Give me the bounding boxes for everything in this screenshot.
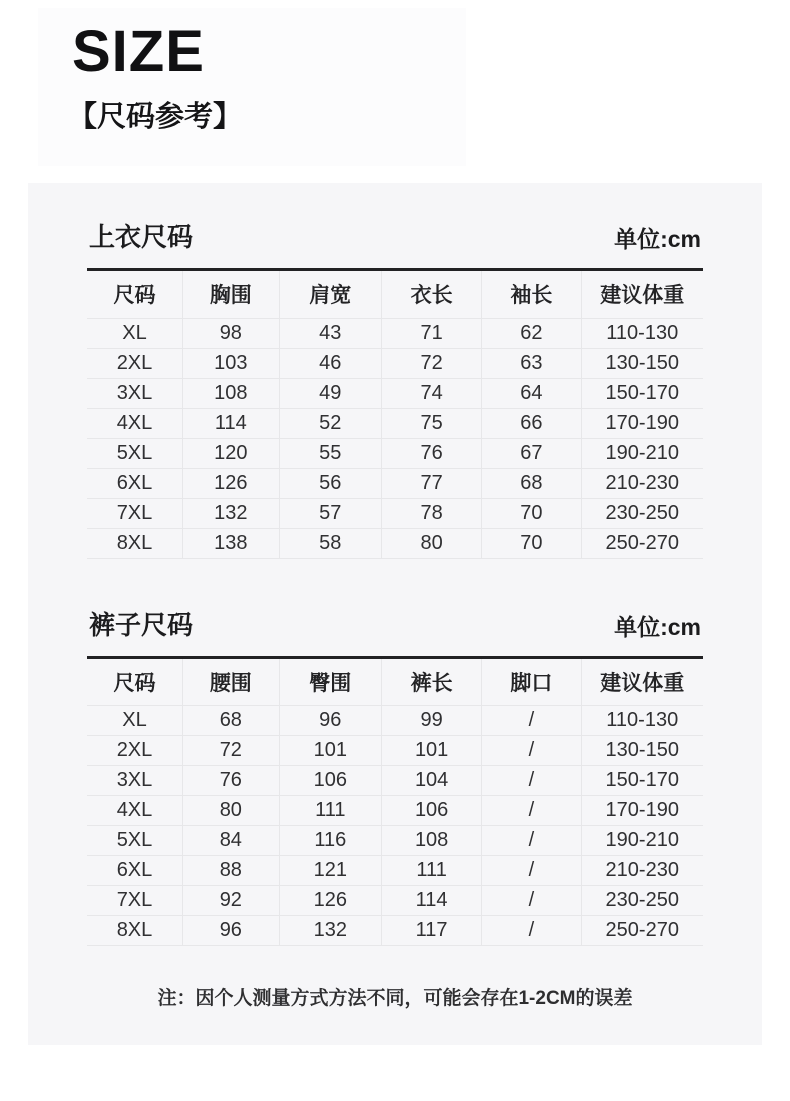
table-row [87,378,703,408]
table-cell: 170-190 [581,408,703,438]
table-cell: 210-230 [581,468,703,498]
table-cell: 104 [381,766,481,796]
table-cell: 99 [381,706,481,736]
page-subtitle: 【尺码参考】 [68,101,243,133]
table-cell: 111 [279,796,381,826]
table-cell: 3XL [87,766,182,796]
table-cell: / [482,886,581,916]
column-header: 袖长 [482,271,581,318]
table-cell: 68 [482,468,581,498]
table-cell: 63 [482,348,581,378]
table-cell: 88 [182,856,279,886]
table-row [87,438,703,468]
column-header: 衣长 [381,271,481,318]
table-cell: 190-210 [581,826,703,856]
table-row [87,706,703,736]
header-row [87,659,703,706]
table-row [87,916,703,946]
table-cell: 121 [279,856,381,886]
table-cell: 101 [381,736,481,766]
table-cell: 92 [182,886,279,916]
table-cell: 101 [279,736,381,766]
table-cell: 250-270 [581,528,703,558]
unit-label-tops: 单位:cm [614,226,701,252]
table-cell: 108 [182,378,279,408]
table-cell: XL [87,706,182,736]
table-cell: 70 [482,528,581,558]
unit-label-pants: 单位:cm [614,613,701,640]
size-table-pants [87,659,703,947]
table-cell: 103 [182,348,279,378]
table-cell: 78 [381,498,481,528]
table-cell: 138 [182,528,279,558]
table-header-row [87,271,703,318]
table-row [87,826,703,856]
column-header: 建议体重 [581,271,703,318]
table-cell: 114 [381,886,481,916]
table-cell: 5XL [87,438,182,468]
table-cell: 46 [279,348,381,378]
column-header: 肩宽 [279,271,381,318]
table-cell: 132 [279,916,381,946]
size-table-tops [87,271,703,559]
table-cell: 68 [182,706,279,736]
table-cell: / [482,736,581,766]
table-cell: 74 [381,378,481,408]
table-cell: 98 [182,318,279,348]
table-cell: 57 [279,498,381,528]
table-cell: 110-130 [581,706,703,736]
table-cell: 170-190 [581,796,703,826]
table-header-row [87,659,703,706]
table-cell: / [482,706,581,736]
column-header: 臀围 [279,659,381,706]
table-body [87,318,703,558]
table-cell: 106 [381,796,481,826]
section-title-pants: 裤子尺码 [89,609,194,640]
table-cell: 77 [381,468,481,498]
table-cell: 114 [182,408,279,438]
table-cell: 4XL [87,796,182,826]
table-cell: / [482,916,581,946]
table-cell: 75 [381,408,481,438]
table-cell: 8XL [87,916,182,946]
table-row [87,796,703,826]
size-chart-panel [28,183,762,1045]
column-header: 脚口 [482,659,581,706]
table-cell: XL [87,318,182,348]
table-cell: 55 [279,438,381,468]
table-cell: 150-170 [581,378,703,408]
table-cell: 126 [279,886,381,916]
table-cell: 49 [279,378,381,408]
table-cell: / [482,826,581,856]
table-cell: 70 [482,498,581,528]
table-cell: / [482,766,581,796]
table-cell: 150-170 [581,766,703,796]
table-row [87,468,703,498]
column-header: 腰围 [182,659,279,706]
table-row [87,408,703,438]
table-cell: 67 [482,438,581,468]
table-row [87,856,703,886]
table-cell: 130-150 [581,348,703,378]
table-cell: 64 [482,378,581,408]
header-row [87,271,703,318]
table-row [87,318,703,348]
column-header: 尺码 [87,659,182,706]
table-cell: 250-270 [581,916,703,946]
measurement-note: 注：因个人测量方式方法不同，可能会存在1-2CM的误差 [157,988,633,1009]
table-cell: 4XL [87,408,182,438]
table-cell: 5XL [87,826,182,856]
table-cell: 66 [482,408,581,438]
table-cell: 76 [182,766,279,796]
table-cell: / [482,796,581,826]
table-cell: 56 [279,468,381,498]
table-cell: 110-130 [581,318,703,348]
table-cell: 190-210 [581,438,703,468]
table-cell: 7XL [87,886,182,916]
page-title: SIZE [72,19,205,84]
table-cell: 71 [381,318,481,348]
table-cell: 108 [381,826,481,856]
table-cell: 80 [381,528,481,558]
table-cell: 116 [279,826,381,856]
section-tops-header [87,183,703,271]
column-header: 胸围 [182,271,279,318]
table-cell: 117 [381,916,481,946]
table-cell: / [482,856,581,886]
table-row [87,348,703,378]
table-cell: 52 [279,408,381,438]
table-cell: 7XL [87,498,182,528]
table-cell: 230-250 [581,498,703,528]
table-cell: 132 [182,498,279,528]
table-cell: 126 [182,468,279,498]
table-cell: 3XL [87,378,182,408]
table-cell: 62 [482,318,581,348]
table-cell: 72 [182,736,279,766]
section-pants [87,571,703,947]
section-tops [87,183,703,559]
table-cell: 96 [182,916,279,946]
table-row [87,886,703,916]
table-cell: 2XL [87,736,182,766]
table-cell: 58 [279,528,381,558]
table-body [87,706,703,946]
column-header: 建议体重 [581,659,703,706]
table-cell: 96 [279,706,381,736]
table-row [87,766,703,796]
table-row [87,528,703,558]
table-cell: 111 [381,856,481,886]
column-header: 尺码 [87,271,182,318]
table-cell: 120 [182,438,279,468]
table-cell: 84 [182,826,279,856]
table-cell: 76 [381,438,481,468]
table-cell: 130-150 [581,736,703,766]
table-cell: 230-250 [581,886,703,916]
section-pants-header [87,571,703,659]
table-row [87,736,703,766]
table-cell: 6XL [87,468,182,498]
section-title-tops: 上衣尺码 [89,222,194,252]
table-cell: 2XL [87,348,182,378]
table-cell: 72 [381,348,481,378]
column-header: 裤长 [381,659,481,706]
table-cell: 106 [279,766,381,796]
table-cell: 6XL [87,856,182,886]
table-cell: 80 [182,796,279,826]
table-row [87,498,703,528]
table-cell: 210-230 [581,856,703,886]
table-cell: 8XL [87,528,182,558]
table-cell: 43 [279,318,381,348]
